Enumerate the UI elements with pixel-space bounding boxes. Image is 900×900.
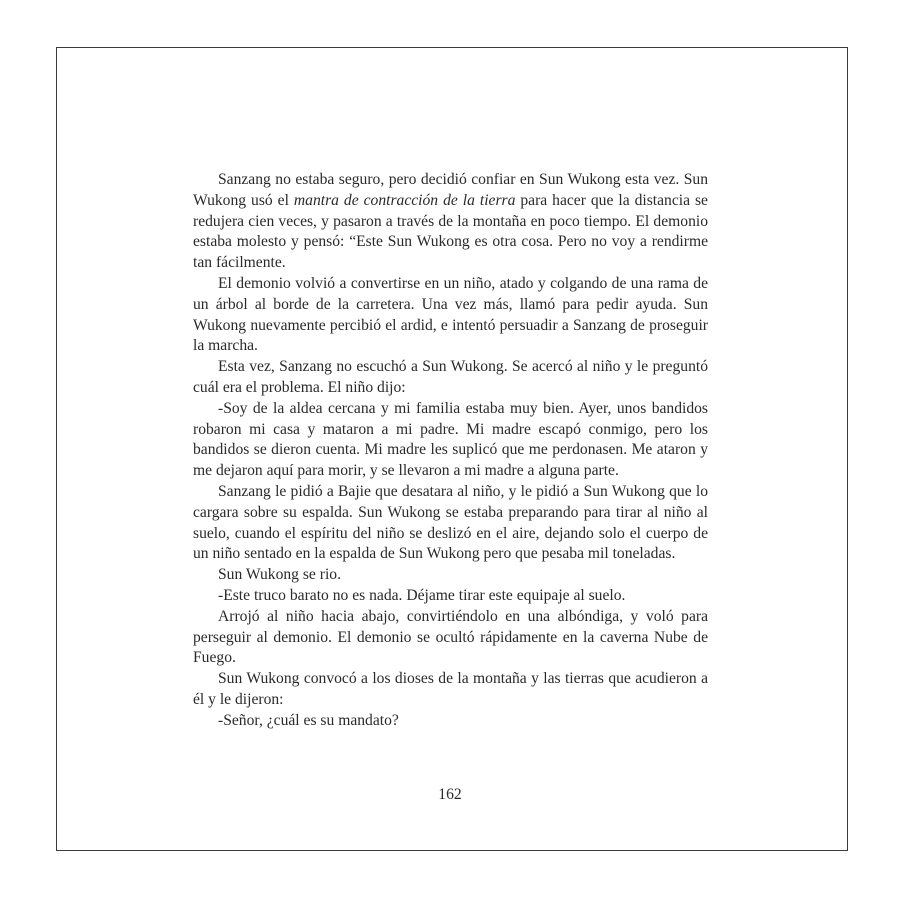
paragraph-5: Sanzang le pidió a Bajie que desatara al niño, y le pidió a Sun Wukong que lo cargara sobre su espalda. Sun Wukong se estaba preparando para tirar al niño al suelo, cuando el espíritu del niño se deslizó en el aire, dejando solo el cuerpo de un niño sentado en la espalda de Sun Wukong pero que pesaba mil toneladas. <box>193 482 708 563</box>
body-text <box>193 170 708 732</box>
paragraph-7: -Este truco barato no es nada. Déjame tirar este equipaje al suelo. <box>218 586 626 604</box>
paragraph-1-start: Sanzang no estaba seguro, pero decidió confiar en Sun Wukong esta vez. Sun Wukong usó el <box>193 171 708 209</box>
paragraph-9: Sun Wukong convocó a los dioses de la montaña y las tierras que acudieron a él y le dijeron: <box>193 670 708 708</box>
paragraph-10: -Señor, ¿cuál es su mandato? <box>218 711 399 729</box>
paragraph-1 <box>193 170 708 274</box>
paragraph-8: Arrojó al niño hacia abajo, convirtiéndolo en una albóndiga, y voló para perseguir al demonio. El demonio se ocultó rápidamente en la caverna Nube de Fuego. <box>193 607 708 667</box>
paragraph-1-italic: mantra de contracción de la tierra <box>293 191 516 209</box>
paragraph-4: -Soy de la aldea cercana y mi familia estaba muy bien. Ayer, unos bandidos robaron mi casa y mataron a mi padre. Mi madre escapó conmigo, pero los bandidos se dieron cuenta. Mi madre les suplicó que me perdonasen. Me ataron y me dejaron aquí para morir, y se llevaron a mi madre a alguna parte. <box>193 399 708 480</box>
paragraph-6: Sun Wukong se rio. <box>218 566 341 584</box>
page-number: 162 <box>438 786 462 803</box>
paragraph-3: Esta vez, Sanzang no escuchó a Sun Wukong. Se acercó al niño y le preguntó cuál era el problema. El niño dijo: <box>193 358 708 396</box>
paragraph-1-end: para hacer que la distancia se redujera cien veces, y pasaron a través de la montaña en poco tiempo. El demonio estaba molesto y pensó: “Este Sun Wukong es otra cosa. Pero no voy a rendirme tan fácilmente. <box>193 191 708 272</box>
paragraph-2: El demonio volvió a convertirse en un niño, atado y colgando de una rama de un árbol al borde de la carretera. Una vez más, llamó para pedir ayuda. Sun Wukong nuevamente percibió el ardid, e intentó persuadir a Sanzang de proseguir la marcha. <box>193 274 708 355</box>
